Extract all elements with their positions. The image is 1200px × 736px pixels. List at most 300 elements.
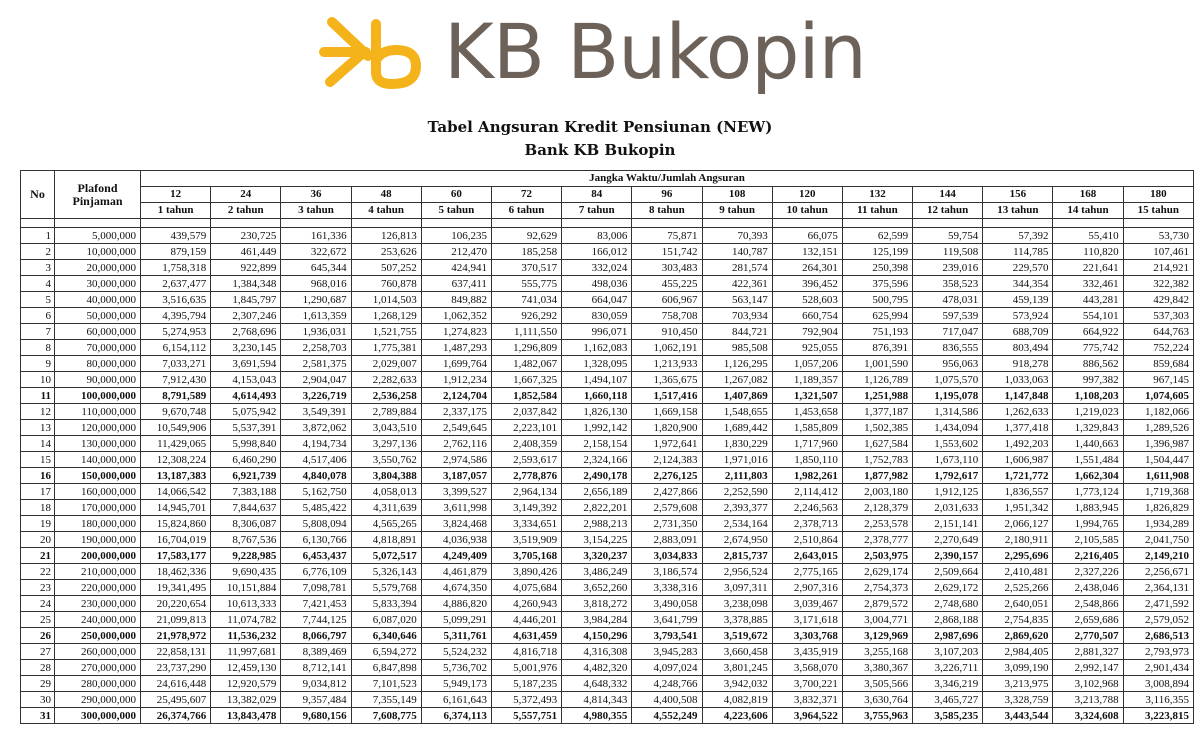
spacer-cell — [983, 219, 1053, 228]
installment-cell: 253,626 — [351, 244, 421, 260]
row-number: 31 — [21, 708, 55, 724]
installment-cell: 1,377,187 — [842, 404, 912, 420]
installment-cell: 1,660,118 — [562, 388, 632, 404]
installment-cell: 4,648,332 — [562, 676, 632, 692]
table-row — [21, 564, 1194, 580]
installment-cell: 1,251,988 — [842, 388, 912, 404]
installment-cell: 3,187,057 — [421, 468, 491, 484]
installment-cell: 6,340,646 — [351, 628, 421, 644]
installment-cell: 859,684 — [1123, 356, 1193, 372]
month-header: 156 — [983, 187, 1053, 203]
installment-cell: 3,550,762 — [351, 452, 421, 468]
installment-cell: 3,043,510 — [351, 420, 421, 436]
table-row — [21, 660, 1194, 676]
installment-cell: 2,510,864 — [772, 532, 842, 548]
plafond-cell: 210,000,000 — [55, 564, 141, 580]
installment-cell: 4,058,013 — [351, 484, 421, 500]
installment-cell: 11,429,065 — [141, 436, 211, 452]
installment-cell: 12,920,579 — [211, 676, 281, 692]
installment-cell: 2,549,645 — [421, 420, 491, 436]
installment-cell: 1,982,261 — [772, 468, 842, 484]
installment-table — [20, 170, 1194, 724]
installment-cell: 3,213,975 — [983, 676, 1053, 692]
installment-cell: 107,461 — [1123, 244, 1193, 260]
installment-cell: 664,922 — [1053, 324, 1123, 340]
installment-cell: 2,883,091 — [632, 532, 702, 548]
installment-cell: 1,521,755 — [351, 324, 421, 340]
row-number: 28 — [21, 660, 55, 676]
installment-cell: 3,099,190 — [983, 660, 1053, 676]
installment-cell: 125,199 — [842, 244, 912, 260]
installment-cell: 1,852,584 — [491, 388, 561, 404]
table-subtitle: Bank KB Bukopin — [524, 141, 676, 159]
installment-cell: 161,336 — [281, 228, 351, 244]
installment-cell: 3,890,426 — [491, 564, 561, 580]
installment-cell: 3,226,719 — [281, 388, 351, 404]
installment-cell: 3,154,225 — [562, 532, 632, 548]
installment-cell: 3,255,168 — [842, 644, 912, 660]
installment-cell: 439,579 — [141, 228, 211, 244]
installment-cell: 2,295,696 — [983, 548, 1053, 564]
installment-cell: 3,611,998 — [421, 500, 491, 516]
installment-cell: 5,808,094 — [281, 516, 351, 532]
plafond-cell: 230,000,000 — [55, 596, 141, 612]
installment-cell: 1,075,570 — [913, 372, 983, 388]
installment-cell: 140,787 — [702, 244, 772, 260]
installment-cell: 4,565,265 — [351, 516, 421, 532]
installment-cell: 92,629 — [491, 228, 561, 244]
installment-cell: 1,627,584 — [842, 436, 912, 452]
installment-cell: 18,462,336 — [141, 564, 211, 580]
plafond-header: Plafond Pinjaman — [55, 171, 141, 219]
installment-cell: 925,055 — [772, 340, 842, 356]
row-number: 17 — [21, 484, 55, 500]
installment-cell: 2,037,842 — [491, 404, 561, 420]
installment-cell: 2,180,911 — [983, 532, 1053, 548]
installment-cell: 6,453,437 — [281, 548, 351, 564]
installment-cell: 1,384,348 — [211, 276, 281, 292]
installment-cell: 4,194,734 — [281, 436, 351, 452]
installment-cell: 3,516,635 — [141, 292, 211, 308]
installment-cell: 775,742 — [1053, 340, 1123, 356]
installment-cell: 3,832,371 — [772, 692, 842, 708]
installment-cell: 4,153,043 — [211, 372, 281, 388]
installment-cell: 2,114,412 — [772, 484, 842, 500]
installment-cell: 1,377,418 — [983, 420, 1053, 436]
installment-cell: 7,844,637 — [211, 500, 281, 516]
installment-cell: 3,443,544 — [983, 708, 1053, 724]
installment-cell: 2,124,383 — [632, 452, 702, 468]
plafond-cell: 300,000,000 — [55, 708, 141, 724]
installment-cell: 717,047 — [913, 324, 983, 340]
installment-cell: 3,964,522 — [772, 708, 842, 724]
installment-cell: 21,978,972 — [141, 628, 211, 644]
installment-cell: 1,502,385 — [842, 420, 912, 436]
plafond-cell: 270,000,000 — [55, 660, 141, 676]
installment-cell: 6,130,766 — [281, 532, 351, 548]
month-header: 84 — [562, 187, 632, 203]
installment-cell: 2,471,592 — [1123, 596, 1193, 612]
installment-cell: 5,949,173 — [421, 676, 491, 692]
installment-cell: 7,098,781 — [281, 580, 351, 596]
spacer-cell — [632, 219, 702, 228]
installment-cell: 3,230,145 — [211, 340, 281, 356]
installment-cell: 1,396,987 — [1123, 436, 1193, 452]
installment-cell: 19,341,495 — [141, 580, 211, 596]
installment-cell: 1,213,933 — [632, 356, 702, 372]
table-row — [21, 372, 1194, 388]
installment-cell: 185,258 — [491, 244, 561, 260]
plafond-cell: 70,000,000 — [55, 340, 141, 356]
installment-cell: 2,490,178 — [562, 468, 632, 484]
spacer-cell — [913, 219, 983, 228]
installment-cell: 760,878 — [351, 276, 421, 292]
installment-cell: 1,482,067 — [491, 356, 561, 372]
installment-cell: 7,033,271 — [141, 356, 211, 372]
installment-cell: 879,159 — [141, 244, 211, 260]
installment-cell: 1,321,507 — [772, 388, 842, 404]
table-row — [21, 692, 1194, 708]
installment-cell: 5,274,953 — [141, 324, 211, 340]
installment-cell: 5,099,291 — [421, 612, 491, 628]
plafond-cell: 220,000,000 — [55, 580, 141, 596]
installment-cell: 1,912,234 — [421, 372, 491, 388]
installment-cell: 7,912,430 — [141, 372, 211, 388]
installment-cell: 1,267,082 — [702, 372, 772, 388]
year-header: 11 tahun — [842, 203, 912, 219]
installment-cell: 1,994,765 — [1053, 516, 1123, 532]
installment-cell: 422,361 — [702, 276, 772, 292]
installment-cell: 250,398 — [842, 260, 912, 276]
row-number: 2 — [21, 244, 55, 260]
installment-cell: 3,338,316 — [632, 580, 702, 596]
installment-cell: 2,216,405 — [1053, 548, 1123, 564]
installment-cell: 1,673,110 — [913, 452, 983, 468]
installment-cell: 1,407,869 — [702, 388, 772, 404]
spacer-cell — [562, 219, 632, 228]
year-header: 10 tahun — [772, 203, 842, 219]
row-number: 21 — [21, 548, 55, 564]
table-row — [21, 276, 1194, 292]
installment-cell: 4,400,508 — [632, 692, 702, 708]
installment-cell: 2,151,141 — [913, 516, 983, 532]
installment-cell: 3,039,467 — [772, 596, 842, 612]
installment-cell: 2,988,213 — [562, 516, 632, 532]
row-number: 10 — [21, 372, 55, 388]
installment-cell: 53,730 — [1123, 228, 1193, 244]
installment-cell: 6,847,898 — [351, 660, 421, 676]
installment-cell: 3,320,237 — [562, 548, 632, 564]
installment-cell: 1,836,557 — [983, 484, 1053, 500]
installment-cell: 2,253,578 — [842, 516, 912, 532]
table-row — [21, 228, 1194, 244]
installment-cell: 563,147 — [702, 292, 772, 308]
spacer-cell — [281, 219, 351, 228]
installment-cell: 1,108,203 — [1053, 388, 1123, 404]
installment-cell: 4,631,459 — [491, 628, 561, 644]
installment-cell: 1,494,107 — [562, 372, 632, 388]
installment-cell: 1,062,191 — [632, 340, 702, 356]
installment-cell: 1,274,823 — [421, 324, 491, 340]
installment-cell: 3,129,969 — [842, 628, 912, 644]
installment-cell: 886,562 — [1053, 356, 1123, 372]
installment-cell: 1,717,960 — [772, 436, 842, 452]
installment-cell: 3,519,672 — [702, 628, 772, 644]
table-row — [21, 340, 1194, 356]
installment-cell: 9,680,156 — [281, 708, 351, 724]
installment-cell: 910,450 — [632, 324, 702, 340]
row-number: 29 — [21, 676, 55, 692]
installment-cell: 528,603 — [772, 292, 842, 308]
installment-cell: 2,815,737 — [702, 548, 772, 564]
installment-cell: 114,785 — [983, 244, 1053, 260]
installment-cell: 1,162,083 — [562, 340, 632, 356]
installment-cell: 703,934 — [702, 308, 772, 324]
installment-cell: 119,508 — [913, 244, 983, 260]
kb-bukopin-logo — [316, 8, 866, 96]
installment-cell: 4,082,819 — [702, 692, 772, 708]
installment-cell: 2,282,633 — [351, 372, 421, 388]
installment-cell: 2,128,379 — [842, 500, 912, 516]
table-row — [21, 452, 1194, 468]
installment-cell: 2,149,210 — [1123, 548, 1193, 564]
installment-cell: 1,189,357 — [772, 372, 842, 388]
installment-cell: 1,606,987 — [983, 452, 1053, 468]
installment-cell: 3,824,468 — [421, 516, 491, 532]
installment-cell: 9,670,748 — [141, 404, 211, 420]
installment-cell: 1,440,663 — [1053, 436, 1123, 452]
table-row — [21, 644, 1194, 660]
installment-cell: 5,372,493 — [491, 692, 561, 708]
installment-cell: 14,066,542 — [141, 484, 211, 500]
installment-cell: 1,074,605 — [1123, 388, 1193, 404]
row-number: 19 — [21, 516, 55, 532]
installment-cell: 344,354 — [983, 276, 1053, 292]
installment-cell: 212,470 — [421, 244, 491, 260]
installment-cell: 1,553,602 — [913, 436, 983, 452]
installment-cell: 3,490,058 — [632, 596, 702, 612]
installment-cell: 2,324,166 — [562, 452, 632, 468]
installment-cell: 2,158,154 — [562, 436, 632, 452]
month-header: 108 — [702, 187, 772, 203]
no-header: No — [21, 171, 55, 219]
month-header: 132 — [842, 187, 912, 203]
spacer-cell — [421, 219, 491, 228]
installment-cell: 2,904,047 — [281, 372, 351, 388]
installment-cell: 3,238,098 — [702, 596, 772, 612]
installment-cell: 1,296,809 — [491, 340, 561, 356]
installment-cell: 2,778,876 — [491, 468, 561, 484]
installment-cell: 1,147,848 — [983, 388, 1053, 404]
row-number: 4 — [21, 276, 55, 292]
installment-cell: 2,378,713 — [772, 516, 842, 532]
installment-cell: 1,551,484 — [1053, 452, 1123, 468]
table-row — [21, 612, 1194, 628]
installment-cell: 13,843,478 — [211, 708, 281, 724]
installment-cell: 5,326,143 — [351, 564, 421, 580]
installment-cell: 2,258,703 — [281, 340, 351, 356]
installment-cell: 4,814,343 — [562, 692, 632, 708]
table-title: Tabel Angsuran Kredit Pensiunan (NEW) — [427, 118, 773, 136]
installment-cell: 5,072,517 — [351, 548, 421, 564]
installment-cell: 230,725 — [211, 228, 281, 244]
installment-cell: 8,306,087 — [211, 516, 281, 532]
installment-cell: 3,149,392 — [491, 500, 561, 516]
installment-cell: 637,411 — [421, 276, 491, 292]
installment-cell: 5,162,750 — [281, 484, 351, 500]
installment-cell: 2,337,175 — [421, 404, 491, 420]
spacer-cell — [491, 219, 561, 228]
installment-cell: 4,461,879 — [421, 564, 491, 580]
installment-cell: 2,775,165 — [772, 564, 842, 580]
installment-cell: 1,820,900 — [632, 420, 702, 436]
installment-cell: 6,154,112 — [141, 340, 211, 356]
installment-cell: 4,816,718 — [491, 644, 561, 660]
installment-cell: 2,327,226 — [1053, 564, 1123, 580]
installment-cell: 2,731,350 — [632, 516, 702, 532]
row-number: 14 — [21, 436, 55, 452]
plafond-cell: 30,000,000 — [55, 276, 141, 292]
installment-cell: 2,901,434 — [1123, 660, 1193, 676]
month-header: 144 — [913, 187, 983, 203]
installment-cell: 3,505,566 — [842, 676, 912, 692]
installment-cell: 537,303 — [1123, 308, 1193, 324]
installment-cell: 660,754 — [772, 308, 842, 324]
row-number: 24 — [21, 596, 55, 612]
installment-cell: 3,568,070 — [772, 660, 842, 676]
table-row — [21, 516, 1194, 532]
installment-cell: 2,270,649 — [913, 532, 983, 548]
installment-cell: 1,504,447 — [1123, 452, 1193, 468]
installment-cell: 1,662,304 — [1053, 468, 1123, 484]
installment-cell: 1,487,293 — [421, 340, 491, 356]
installment-cell: 3,804,388 — [351, 468, 421, 484]
installment-cell: 1,721,772 — [983, 468, 1053, 484]
installment-cell: 4,075,684 — [491, 580, 561, 596]
plafond-cell: 240,000,000 — [55, 612, 141, 628]
month-header: 36 — [281, 187, 351, 203]
installment-cell: 2,548,866 — [1053, 596, 1123, 612]
installment-cell: 429,842 — [1123, 292, 1193, 308]
table-row — [21, 244, 1194, 260]
installment-cell: 830,059 — [562, 308, 632, 324]
installment-cell: 11,074,782 — [211, 612, 281, 628]
installment-cell: 132,151 — [772, 244, 842, 260]
installment-cell: 4,886,820 — [421, 596, 491, 612]
installment-cell: 12,459,130 — [211, 660, 281, 676]
row-number: 23 — [21, 580, 55, 596]
installment-cell: 8,389,469 — [281, 644, 351, 660]
installment-cell: 1,014,503 — [351, 292, 421, 308]
installment-cell: 4,980,355 — [562, 708, 632, 724]
installment-cell: 1,219,023 — [1053, 404, 1123, 420]
installment-cell: 741,034 — [491, 292, 561, 308]
table-row — [21, 292, 1194, 308]
installment-cell: 21,099,813 — [141, 612, 211, 628]
installment-cell: 2,111,803 — [702, 468, 772, 484]
table-row — [21, 500, 1194, 516]
installment-cell: 1,195,078 — [913, 388, 983, 404]
installment-cell: 1,992,142 — [562, 420, 632, 436]
installment-cell: 4,260,943 — [491, 596, 561, 612]
installment-cell: 1,877,982 — [842, 468, 912, 484]
installment-cell: 3,700,221 — [772, 676, 842, 692]
installment-cell: 1,033,063 — [983, 372, 1053, 388]
installment-cell: 2,762,116 — [421, 436, 491, 452]
row-number: 26 — [21, 628, 55, 644]
year-header: 12 tahun — [913, 203, 983, 219]
installment-cell: 10,549,906 — [141, 420, 211, 436]
plafond-cell: 40,000,000 — [55, 292, 141, 308]
installment-cell: 2,252,590 — [702, 484, 772, 500]
spacer-cell — [211, 219, 281, 228]
installment-cell: 1,262,633 — [983, 404, 1053, 420]
installment-cell: 25,495,607 — [141, 692, 211, 708]
plafond-cell: 110,000,000 — [55, 404, 141, 420]
installment-cell: 996,071 — [562, 324, 632, 340]
plafond-cell: 150,000,000 — [55, 468, 141, 484]
spacer-cell — [55, 219, 141, 228]
table-row — [21, 404, 1194, 420]
installment-cell: 918,278 — [983, 356, 1053, 372]
installment-cell: 2,984,405 — [983, 644, 1053, 660]
installment-cell: 2,674,950 — [702, 532, 772, 548]
installment-cell: 2,879,572 — [842, 596, 912, 612]
installment-cell: 1,934,289 — [1123, 516, 1193, 532]
installment-cell: 3,486,249 — [562, 564, 632, 580]
plafond-cell: 50,000,000 — [55, 308, 141, 324]
installment-cell: 3,303,768 — [772, 628, 842, 644]
installment-cell: 7,421,453 — [281, 596, 351, 612]
installment-cell: 3,223,815 — [1123, 708, 1193, 724]
installment-cell: 14,945,701 — [141, 500, 211, 516]
installment-cell: 26,374,766 — [141, 708, 211, 724]
installment-cell: 4,316,308 — [562, 644, 632, 660]
installment-cell: 1,971,016 — [702, 452, 772, 468]
installment-cell: 455,225 — [632, 276, 702, 292]
installment-cell: 151,742 — [632, 244, 702, 260]
installment-cell: 985,508 — [702, 340, 772, 356]
plafond-cell: 60,000,000 — [55, 324, 141, 340]
installment-cell: 3,660,458 — [702, 644, 772, 660]
installment-cell: 1,290,687 — [281, 292, 351, 308]
installment-cell: 9,034,812 — [281, 676, 351, 692]
plafond-cell: 20,000,000 — [55, 260, 141, 276]
year-header: 1 tahun — [141, 203, 211, 219]
installment-cell: 221,641 — [1053, 260, 1123, 276]
installment-cell: 3,328,759 — [983, 692, 1053, 708]
row-number: 12 — [21, 404, 55, 420]
row-number: 18 — [21, 500, 55, 516]
installment-cell: 2,974,586 — [421, 452, 491, 468]
installment-cell: 2,686,513 — [1123, 628, 1193, 644]
installment-cell: 956,063 — [913, 356, 983, 372]
installment-cell: 4,248,766 — [632, 676, 702, 692]
installment-cell: 836,555 — [913, 340, 983, 356]
installment-cell: 1,830,229 — [702, 436, 772, 452]
month-header: 168 — [1053, 187, 1123, 203]
installment-cell: 478,031 — [913, 292, 983, 308]
installment-cell: 2,509,664 — [913, 564, 983, 580]
installment-cell: 322,672 — [281, 244, 351, 260]
plafond-cell: 290,000,000 — [55, 692, 141, 708]
installment-cell: 62,599 — [842, 228, 912, 244]
month-header: 48 — [351, 187, 421, 203]
installment-cell: 751,193 — [842, 324, 912, 340]
installment-cell: 375,596 — [842, 276, 912, 292]
table-row — [21, 324, 1194, 340]
installment-cell: 507,252 — [351, 260, 421, 276]
